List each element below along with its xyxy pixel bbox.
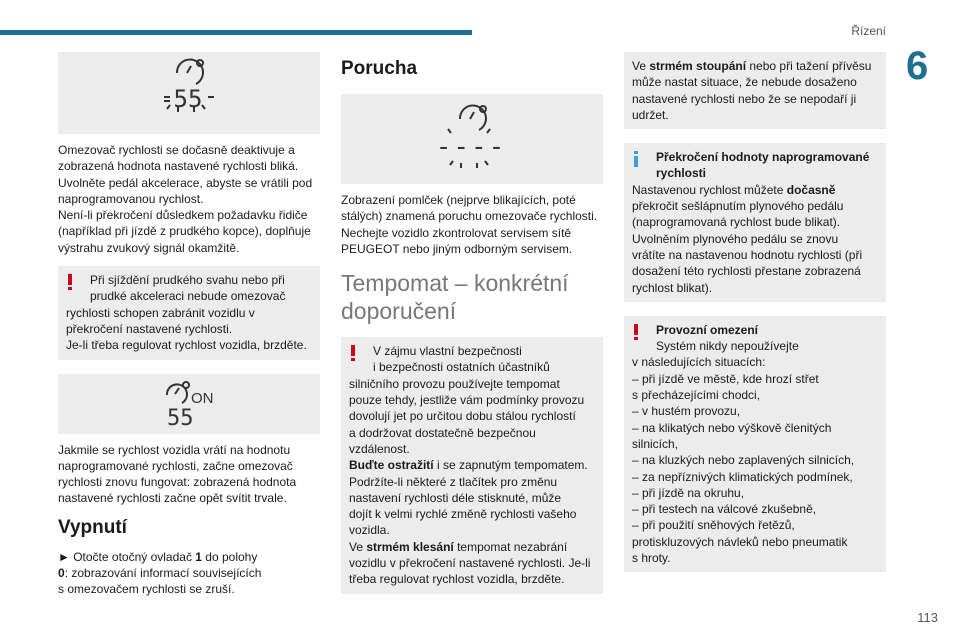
warning-box-limitations: Provozní omezení Systém nikdy nepoužívejte v následujících situacích: – při jízdě ve městě, kde hrozí střet s přecházejícími chodci, – v hustém provozu, – na klikatých nebo výškově členitých silnicích, – na kluzkých nebo zaplavených silnicích, – za nepříznivých klimatických podmínek, – při jízdě na okruhu, – při testech na válcové zkušebně, – při použití sněhových řetězů, protiskluzových návleků nebo pneumatik s hroty. (624, 316, 886, 572)
page-number: 113 (917, 610, 938, 625)
fig2-on-text: ON (191, 389, 214, 407)
fig3-dashes-text: ---- (435, 132, 507, 162)
paragraph-vypnuti: ► Otočte otočný ovladač 1 do polohy 0: zobrazování informací souvisejících s omezovačem rychlosti se zruší. (58, 549, 262, 597)
speedometer-blinking-icon (144, 57, 234, 129)
header-bar (0, 30, 472, 35)
speed-limiter-fault-figure (341, 94, 603, 184)
fig1-speed-text: 55 (173, 85, 203, 113)
warning-box-cruise: V zájmu vlastní bezpečnosti i bezpečnosti ostatních účastníků silničního provozu používejte tempomat pouze tehdy, jestliže vám podmínky provozu dovolují jet po určitou dobu stálou rychlostí a dodržovat dostatečně bezpečnou vzdálenost. Buďte ostražití i se zapnutým tempomatem. Podržíte-li některé z tlačítek pro změnu nastavení rychlosti déle stisknuté, může dojít k velmi rychlé změně rychlosti vašeho vozidla. Ve strmém klesání tempomat nezabrání vozidlu v překročení nastavené rychlosti. Je-li třeba regulovat rychlost vozidla, brzděte. (341, 337, 603, 593)
note-box-uphill: Ve strmém stoupání nebo při tažení přívěsu může nastat situace, že nebude dosaženo nastavené rychlosti nebo že se nepodaří ji udržet. (624, 52, 886, 129)
heading-porucha: Porucha (341, 58, 418, 79)
info-icon (634, 151, 639, 166)
heading-vypnuti: Vypnutí (58, 516, 127, 538)
speed-limiter-on-figure (58, 374, 320, 434)
section-title: Řízení (851, 24, 886, 38)
paragraph-porucha: Zobrazení pomlček (nejprve blikajících, poté stálých) znamená poruchu omezovače rychlosti. Nechejte vozidlo zkontrolovat servisem sítě PEUGEOT nebo jiným odborným servisem. (341, 193, 598, 256)
fig2-speed-text: 55 (167, 405, 194, 429)
warning-box-downhill: Při sjíždění prudkého svahu nebo při prudké akceleraci nebude omezovač rychlosti schopen zabránit vozidlu v překročení nastavené rychlosti. Je-li třeba regulovat rychlost vozidla, brzděte. (58, 266, 320, 359)
heading-tempomat: Tempomat – konkrétní doporučení (341, 270, 569, 325)
column-2 (341, 52, 603, 608)
paragraph-return: Jakmile se rychlost vozidla vrátí na hodnotu naprogramované rychlosti, začne omezovač rychlosti znovu fungovat: zobrazená hodnota nastavené rychlosti začne opět svítit trvale. (58, 442, 297, 506)
speedometer-fault-icon (427, 103, 517, 175)
warning-icon (634, 324, 639, 339)
column-1 (58, 52, 320, 608)
speed-limiter-blinking-figure (58, 52, 320, 134)
warning-icon (68, 274, 73, 289)
chapter-number: 6 (906, 44, 929, 88)
paragraph-deactivation: Omezovač rychlosti se dočasně deaktivuje a zobrazená hodnota nastavené rychlosti bliká. Uvolněte pedál akcelerace, abyste se vrátili pod naprogramovanou rychlost. Není-li překročení důsledkem požadavku řidiče (například při jízdě z prudkého kopce), doplňuje výstrahu zvukový signál okamžitě. (58, 143, 313, 255)
warning-icon (351, 345, 356, 360)
info-box-exceed: Překročení hodnoty naprogramované rychlosti Nastavenou rychlost můžete dočasně překročit sešlápnutím plynového pedálu (naprogramovaná rychlost bude blikat). Uvolněním plynového pedálu se znovu vrátíte na nastavenou hodnotu rychlosti (při dosažení této rychlosti přestane zobrazená rychlost blikat). (624, 143, 886, 302)
speedometer-on-icon (149, 379, 229, 429)
column-3 (624, 52, 886, 586)
